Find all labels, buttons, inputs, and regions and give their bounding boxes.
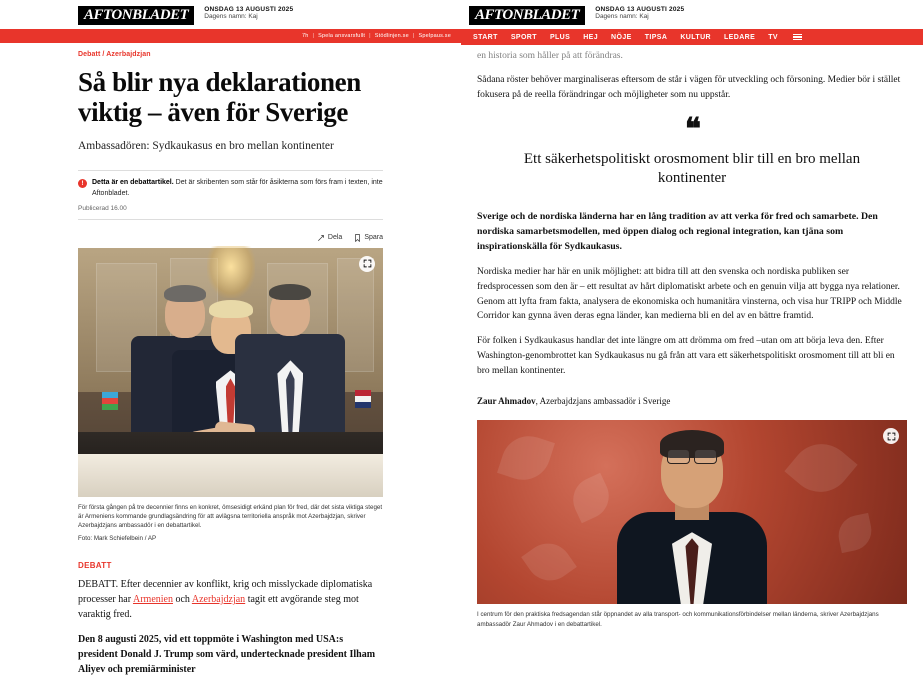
article-paragraph: Nordiska medier har här en unik möjlighet: att bidra till att den svenska och nordiska publiken ser fredsprocessen som den är – ett resultat av hårt diplomatiskt arbete och en genuin vilja att bygga nya relationer. Genom att lyfta fram fakta, analysera de ekonomiska och humanitära vinsterna, och visa hur TRIPP och Middle Corridor kan gynna även deras egna länder, kan medierna bli en del av en bättre framtid. <box>477 267 902 322</box>
breadcrumb[interactable]: Debatt / Azerbajdzjan <box>78 51 151 58</box>
glasses-icon <box>667 449 690 464</box>
section-kicker: DEBATT <box>78 560 112 570</box>
article-paragraph: Sådana röster behöver marginaliseras eftersom de står i vägen för utveckling och försoning. Medier bör i stället fokusera på de reella förändringar och möjligheter som nu uppstår. <box>477 75 901 100</box>
masthead-date: ONSDAG 13 AUGUSTI 2025 <box>595 6 685 13</box>
nav-item-tipsa[interactable]: TIPSA <box>644 33 668 41</box>
partial-paragraph: en historia som håller på att förändras. <box>477 51 623 61</box>
lead-image-wrap <box>78 248 383 543</box>
expand-icon <box>363 259 372 268</box>
caption-text: För första gången på tre decennier finns en konkret, ömsesidigt erkänd plan för fred, där det sista viktiga steget är Armeniens kommande grundlagsändring för att avlägsna territoriella anspråk mot Azerbajdzjan, skriver Azerbajdzjans ambassadör i en debattartikel. <box>78 503 383 530</box>
debate-notice <box>78 170 383 219</box>
lead-image[interactable] <box>78 248 383 497</box>
secondary-image-wrap <box>477 420 907 629</box>
article-actions <box>78 228 383 248</box>
right-masthead <box>461 0 923 29</box>
article-paragraph <box>78 577 383 622</box>
share-label: Dela <box>327 234 343 242</box>
article-paragraph: Den 8 augusti 2025, vid ett toppmöte i Washington med USA:s president Donald J. Trump som värd, undertecknade president Ilham Aliyev och premiärminister <box>78 633 376 675</box>
debate-notice-text <box>92 178 383 198</box>
main-navigation <box>461 29 923 45</box>
share-button[interactable] <box>317 234 342 242</box>
debate-notice-rest: Det är skribenten som står för åsikterna som förs fram i texten, inte Aftonbladet. <box>92 179 383 197</box>
debate-notice-bold: Detta är en debattartikel. <box>92 179 174 187</box>
strip-item-1: Spela ansvarsfullt <box>318 33 366 39</box>
strip-item-3[interactable]: Spelpaus.se <box>418 33 451 39</box>
strip-item-0: 7h <box>301 33 309 39</box>
expand-image-button[interactable] <box>359 256 375 272</box>
paragraph-segment: och <box>172 593 192 605</box>
photo-credit: Foto: Mark Schiefelbein / AP <box>78 534 157 542</box>
article-lead-paragraph: Sverige och de nordiska länderna har en lång tradition av att verka för fred och samarbete. Den nordiska samarbetsmodellen, med öppen dialog och regional integration, kan tjäna som inspirationskälla för Sydkaukasus. <box>477 210 878 253</box>
bookmark-icon <box>354 234 361 242</box>
secondary-image[interactable] <box>477 420 907 604</box>
lead-image-caption <box>78 497 383 543</box>
exclamation-icon: ! <box>78 179 87 188</box>
strip-text: 7h | Spela ansvarsfullt | Stödlinjen.se | Spelpaus.se <box>301 33 451 39</box>
aftonbladet-logo[interactable]: AFTONBLADET <box>78 6 194 25</box>
left-article-body <box>0 43 461 677</box>
link-armenien[interactable]: Armenien <box>132 593 173 605</box>
left-article-column <box>0 0 461 675</box>
pullquote: Ett säkerhetspolitiskt orosmoment blir till en bro mellan kontinenter <box>523 150 861 187</box>
right-article-column <box>461 0 923 630</box>
gambling-disclaimer-strip <box>0 29 461 43</box>
byline-name: Zaur Ahmadov <box>477 396 536 407</box>
nav-item-tv[interactable]: TV <box>768 33 778 41</box>
right-article-body <box>461 45 923 629</box>
byline <box>477 396 907 406</box>
page-title: Så blir nya deklarationen viktig – även för Sverige <box>78 67 361 128</box>
hamburger-icon[interactable] <box>793 34 802 41</box>
share-icon <box>317 234 325 242</box>
glasses-icon <box>694 449 717 464</box>
expand-icon <box>887 432 896 441</box>
nav-item-kultur[interactable]: KULTUR <box>680 33 711 41</box>
nav-item-plus[interactable]: PLUS <box>549 33 571 41</box>
save-button[interactable] <box>354 234 383 242</box>
nav-item-ledare[interactable]: LEDARE <box>724 33 756 41</box>
masthead-nameday: Dagens namn: Kaj <box>595 13 649 21</box>
quote-mark-icon: ❝ <box>684 112 700 146</box>
strip-item-2[interactable]: Stödlinjen.se <box>374 33 409 39</box>
nav-item-noje[interactable]: NÖJE <box>611 33 632 41</box>
standfirst: Ambassadören: Sydkaukasus en bro mellan kontinenter <box>78 140 334 153</box>
aftonbladet-logo[interactable]: AFTONBLADET <box>469 6 585 25</box>
masthead-date-block <box>595 6 684 21</box>
masthead-date-block <box>204 6 293 21</box>
paragraph-segment: DEBATT. Efter decennier av konflikt, krig och misslyckade diplomatiska processer har <box>78 578 373 605</box>
nav-item-hej[interactable]: HEJ <box>583 33 599 41</box>
published-timestamp: Publicerad 16.00 <box>78 204 127 212</box>
link-azerbajdzjan[interactable]: Azerbajdzjan <box>191 593 246 605</box>
paragraph-segment: tagit ett avgörande steg mot varaktig fred. <box>78 593 359 620</box>
article-paragraph: För folken i Sydkaukasus handlar det inte längre om att drömma om fred –utan om att börja leva den. Efter Washington-genombrottet kan Sydkaukasus nu gå från att vara ett säkerhetspolitiskt orosmoment till att bli en bro mellan kontinenter. <box>477 336 895 376</box>
nav-item-sport[interactable]: SPORT <box>510 33 537 41</box>
save-label: Spara <box>364 234 383 242</box>
portrait-figure <box>607 424 777 604</box>
nav-item-start[interactable]: START <box>473 33 498 41</box>
left-masthead <box>0 0 461 29</box>
secondary-image-caption: I centrum för den praktiska fredsagendan står öppnandet av alla transport- och kommunikationsförbindelser mellan länderna, skriver Azerbajdzjans ambassadör Zaur Ahmadov i en debattartikel. <box>477 611 879 628</box>
masthead-date: ONSDAG 13 AUGUSTI 2025 <box>204 6 294 13</box>
byline-role: , Azerbajdzjans ambassadör i Sverige <box>535 396 671 407</box>
masthead-nameday: Dagens namn: Kaj <box>204 13 258 21</box>
